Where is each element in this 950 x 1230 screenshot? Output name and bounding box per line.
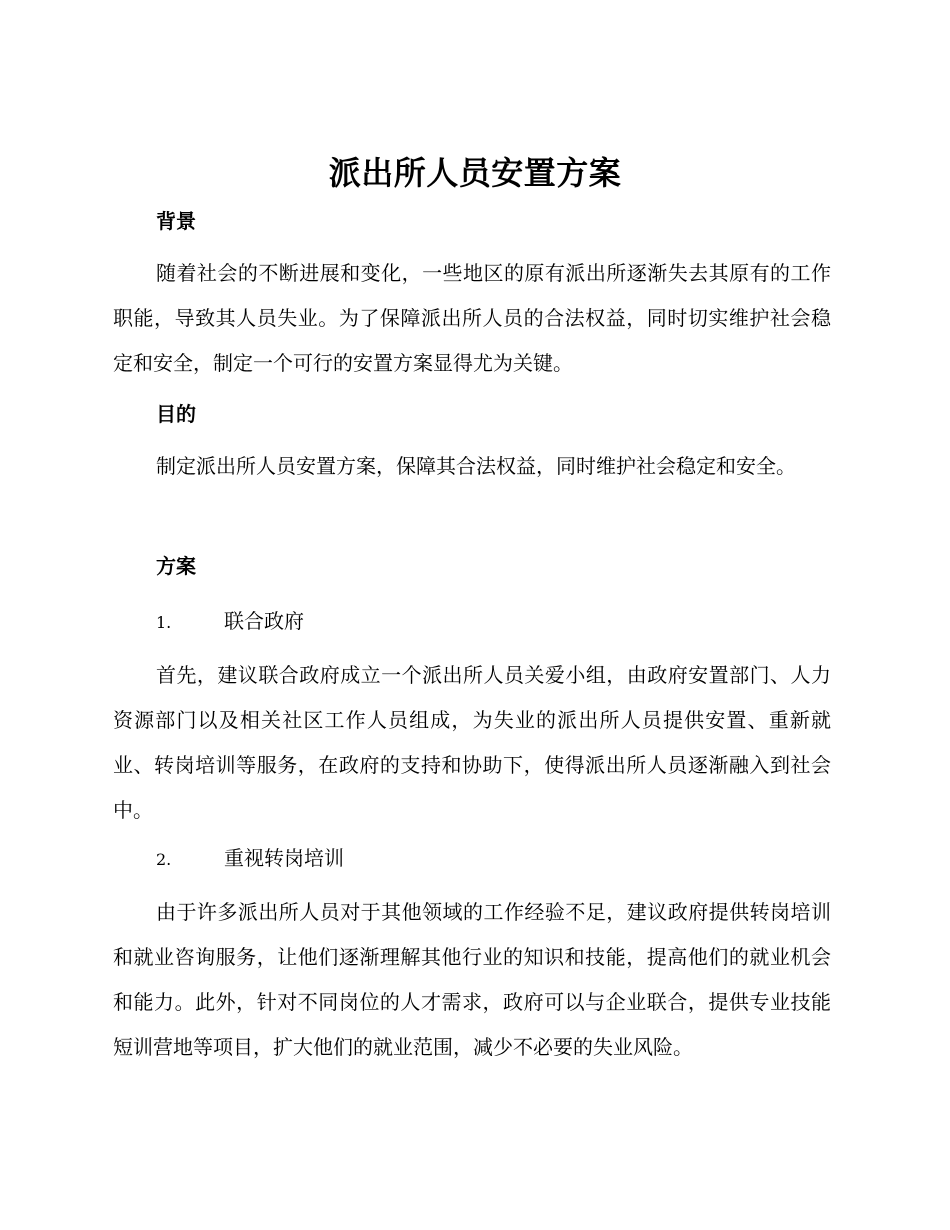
- paragraph-plan-item-2: 由于许多派出所人员对于其他领域的工作经验不足，建议政府提供转岗培训和就业咨询服务，让他们逐渐理解其他行业的知识和技能，提高他们的就业机会和能力。此外，针对不同岗位的人才需求，政府可以与企业联合，提供专业技能短训营地等项目，扩大他们的就业范围，减少不必要的失业风险。: [113, 900, 831, 1059]
- plan-item-2-label: 重视转岗培训: [224, 846, 344, 870]
- plan-item-2-number: 2.: [156, 850, 172, 869]
- section-heading-plan: 方案: [156, 554, 196, 578]
- section-heading-background: 背景: [156, 209, 196, 233]
- section-heading-purpose: 目的: [156, 402, 196, 426]
- plan-item-1-number: 1.: [156, 613, 172, 632]
- plan-item-1-label: 联合政府: [224, 609, 304, 633]
- paragraph-purpose: 制定派出所人员安置方案，保障其合法权益，同时维护社会稳定和安全。: [156, 454, 796, 478]
- paragraph-plan-item-1: 首先，建议联合政府成立一个派出所人员关爱小组，由政府安置部门、人力资源部门以及相关社区工作人员组成，为失业的派出所人员提供安置、重新就业、转岗培训等服务，在政府的支持和协助下，使得派出所人员逐渐融入到社会中。: [113, 663, 831, 822]
- document-title: 派出所人员安置方案: [328, 154, 622, 192]
- plan-item-1-heading: [156, 606, 656, 638]
- plan-item-2-heading: [156, 843, 656, 875]
- paragraph-background: 随着社会的不断进展和变化，一些地区的原有派出所逐渐失去其原有的工作职能，导致其人员失业。为了保障派出所人员的合法权益，同时切实维护社会稳定和安全，制定一个可行的安置方案显得尤为关键。: [113, 261, 831, 375]
